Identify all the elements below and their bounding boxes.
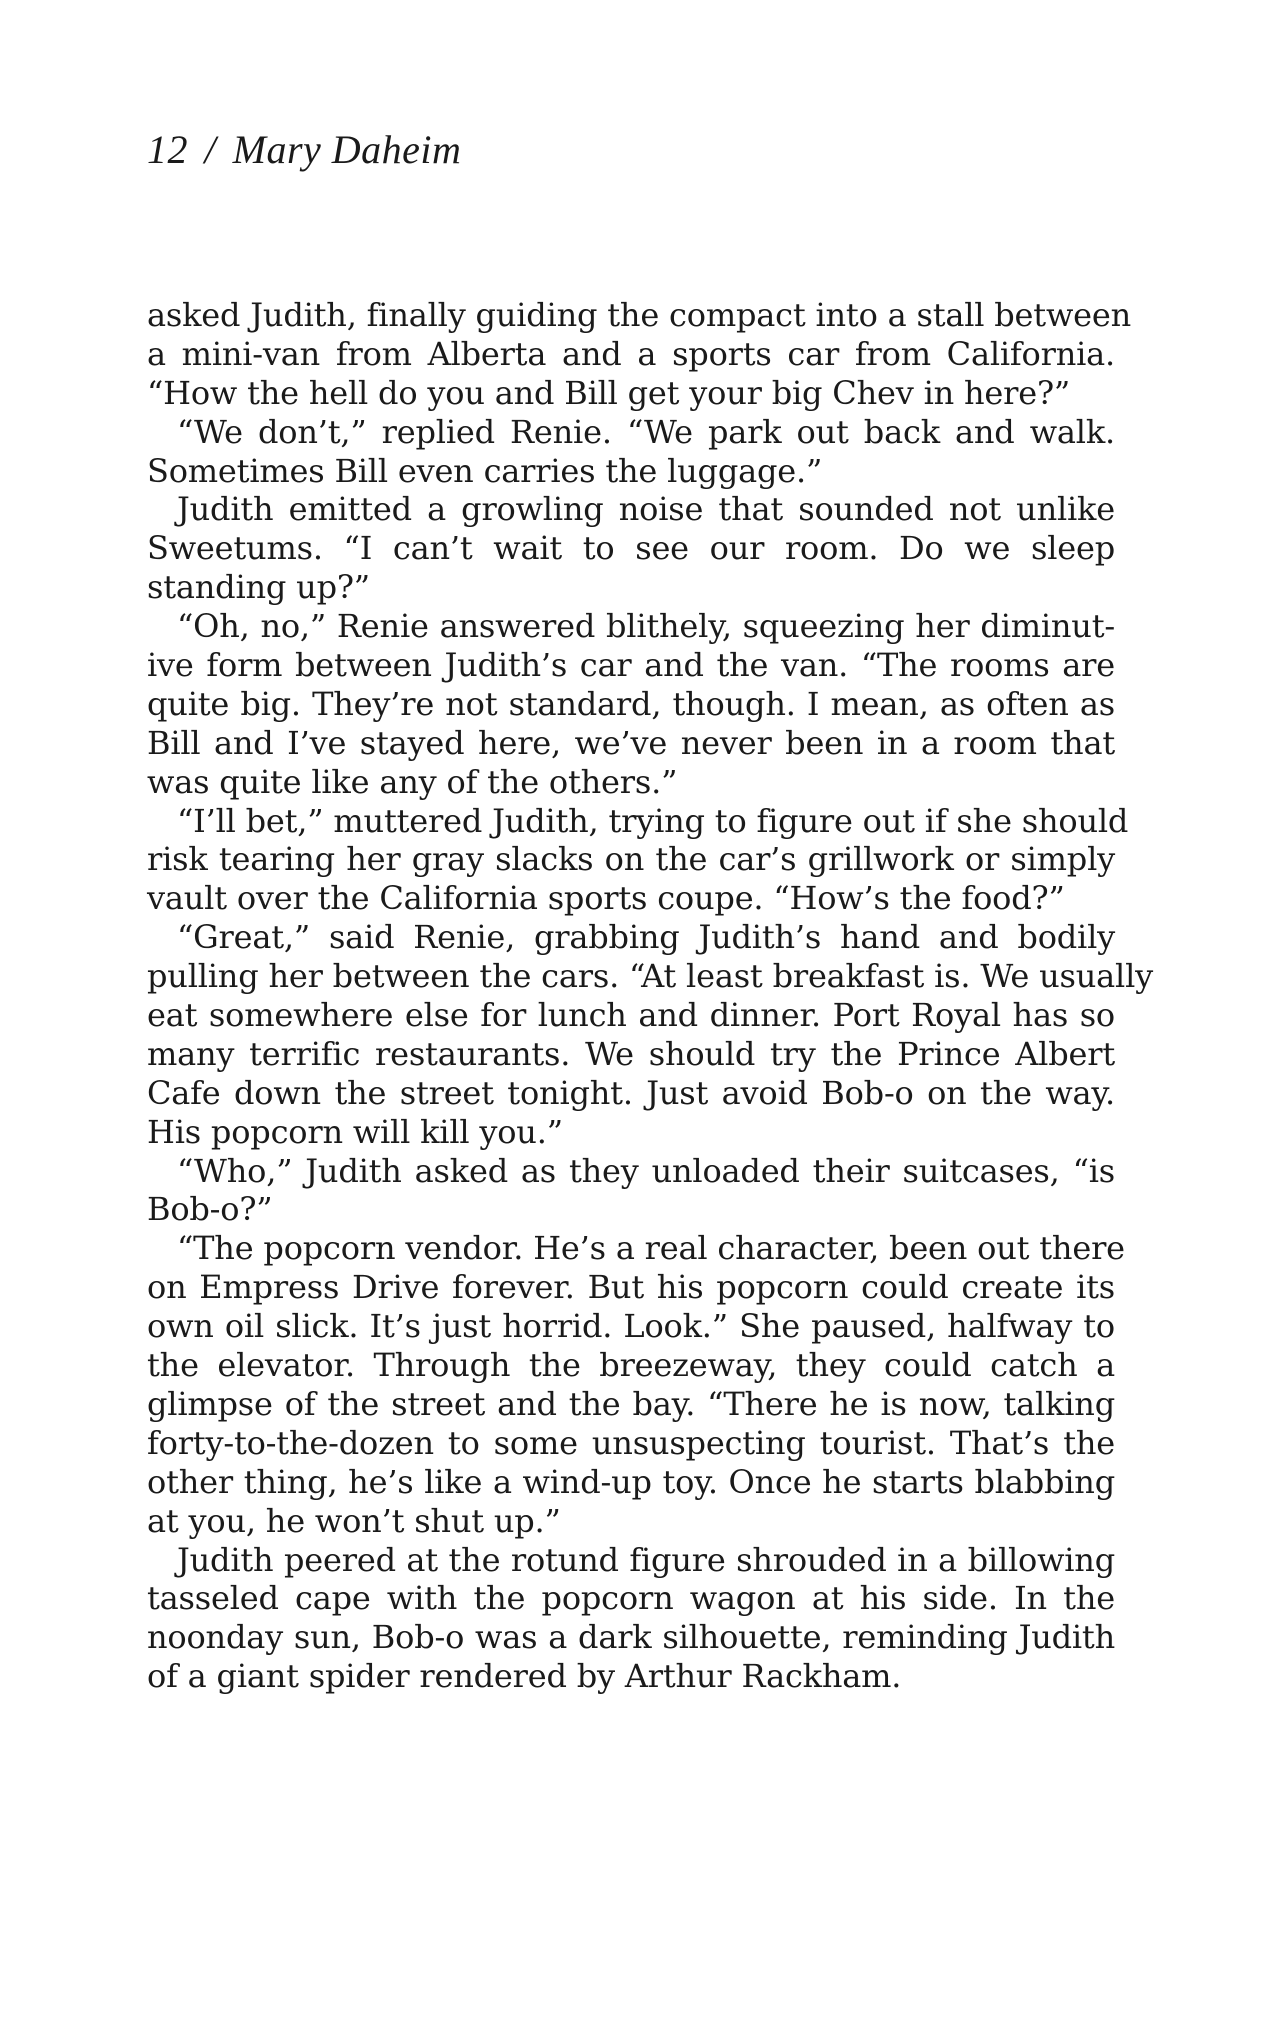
text-line: many terrific restaurants. We should try the Prince Albert [147,1034,1115,1073]
text-line: Bob-o?” [147,1190,273,1229]
running-head [147,128,1115,176]
text-line: Sweetums. “I can’t wait to see our room. Do we sleep [147,529,1115,568]
text-line: tasseled cape with the popcorn wagon at his side. In the [147,1579,1115,1618]
text-line: pulling her between the cars. “At least breakfast is. We usually [147,957,1153,996]
text-line: Bill and I’ve stayed here, we’ve never been in a room that [147,723,1115,762]
text-line: “How the hell do you and Bill get your big Chev in here?” [147,373,1071,412]
text-line: Sometimes Bill even carries the luggage.” [147,451,823,490]
header-separator: / [204,127,217,172]
text-line: at you, he won’t shut up.” [147,1501,561,1540]
page-number: 12 [147,127,188,172]
text-line: on Empress Drive forever. But his popcorn could create its [147,1268,1115,1307]
text-line: standing up?” [147,568,370,607]
text-line: risk tearing her gray slacks on the car’s grillwork or simply [147,840,1115,879]
text-line: forty-to-the-dozen to some unsuspecting tourist. That’s the [147,1423,1115,1462]
text-line: was quite like any of the others.” [147,762,678,801]
text-line: “I’ll bet,” muttered Judith, trying to figure out if she should [177,801,1129,840]
text-line: Judith peered at the rotund figure shrouded in a billowing [177,1540,1115,1579]
text-line: a mini-van from Alberta and a sports car from California. [147,334,1115,373]
text-line: asked Judith, finally guiding the compact into a stall between [147,296,1132,334]
text-line: “Great,” said Renie, grabbing Judith’s hand and bodily [177,918,1115,957]
text-line: of a giant spider rendered by Arthur Rackham. [147,1657,902,1696]
text-line: other thing, he’s like a wind-up toy. Once he starts blabbing [147,1462,1115,1501]
text-line: own oil slick. It’s just horrid. Look.” She paused, halfway to [147,1307,1115,1346]
text-line: “The popcorn vendor. He’s a real character, been out there [177,1229,1125,1268]
text-line: glimpse of the street and the bay. “There he is now, talking [147,1384,1115,1423]
text-line: vault over the California sports coupe. “How’s the food?” [147,879,1065,918]
text-line: the elevator. Through the breezeway, they could catch a [147,1346,1115,1385]
text-line: “Who,” Judith asked as they unloaded their suitcases, “is [177,1151,1115,1190]
text-line: Judith emitted a growling noise that sounded not unlike [177,490,1115,529]
text-line: quite big. They’re not standard, though. I mean, as often as [147,684,1115,723]
author-name: Mary Daheim [232,127,462,172]
text-line: His popcorn will kill you.” [147,1112,563,1151]
text-line: “We don’t,” replied Renie. “We park out back and walk. [177,412,1115,451]
text-line: noonday sun, Bob-o was a dark silhouette, reminding Judith [147,1618,1115,1657]
book-page [147,127,1153,1696]
body-text [147,296,1153,1696]
text-line: ive form between Judith’s car and the van. “The rooms are [147,646,1115,685]
text-line: eat somewhere else for lunch and dinner. Port Royal has so [147,996,1115,1035]
text-line: Cafe down the street tonight. Just avoid Bob-o on the way. [147,1073,1115,1112]
text-line: “Oh, no,” Renie answered blithely, squeezing her diminut- [177,607,1115,646]
